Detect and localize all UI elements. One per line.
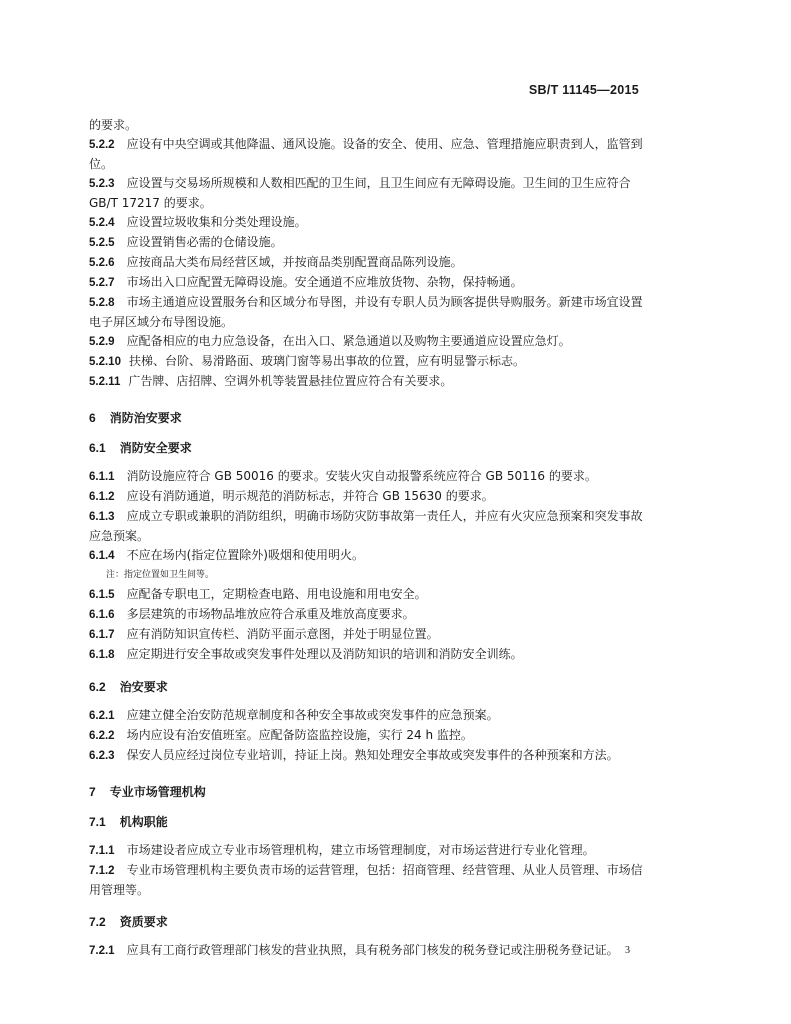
document-code: SB/T 11145—2015 — [528, 83, 639, 97]
clause — [89, 233, 649, 253]
clause — [89, 941, 649, 961]
clause-text: 应配备专职电工，定期检查电路、用电设施和用电安全。 — [126, 587, 427, 601]
note — [89, 566, 649, 585]
clause — [89, 352, 649, 372]
clause — [89, 332, 649, 352]
clause — [89, 546, 649, 566]
clause-number: 5.2.6 — [89, 257, 115, 269]
clause-text: 广告牌、店招牌、空调外机等装置悬挂位置应符合有关要求。 — [128, 374, 453, 388]
clause-number: 5.2.3 — [89, 178, 115, 190]
clause-text: 多层建筑的市场物品堆放应符合承重及堆放高度要求。 — [126, 607, 415, 621]
page-number: 3 — [625, 945, 630, 956]
clause-number: 7.2 — [89, 915, 106, 929]
clause-text: 专业市场管理机构 — [109, 785, 206, 799]
clause-text: 市场主通道应设置服务台和区域分布导图，并设有专职人员为顾客提供导购服务。新建市场宜设置电子屏区域分布导图设施。 — [89, 295, 643, 329]
subsection-heading — [89, 914, 649, 930]
clause-number: 6.2.2 — [89, 730, 115, 742]
clause-text: 消防安全要求 — [119, 441, 192, 455]
clause-text: 的要求。 — [89, 118, 138, 132]
clause-number: 6.2 — [89, 680, 106, 694]
subsection-heading — [89, 440, 649, 456]
clause — [89, 293, 649, 332]
clause-text: 应成立专职或兼职的消防组织，明确市场防灾防事故第一责任人，并应有火灾应急预案和突发事故应急预案。 — [89, 509, 643, 543]
clause-number: 7.1.1 — [89, 845, 115, 857]
clause — [89, 273, 649, 293]
clause — [89, 605, 649, 625]
clause-text: 应设置垃圾收集和分类处理设施。 — [126, 215, 307, 229]
clause-number: 7.2.1 — [89, 945, 115, 957]
clause — [89, 746, 649, 766]
clause-text: 应设置与交易场所规模和人数相匹配的卫生间，且卫生间应有无障碍设施。卫生间的卫生应符合 GB/T 17217 的要求。 — [89, 176, 631, 210]
clause — [89, 585, 649, 605]
clause-number: 5.2.7 — [89, 277, 115, 289]
clause-number: 6.1.6 — [89, 609, 115, 621]
clause-text: 机构职能 — [119, 815, 168, 829]
clause-text: 治安要求 — [119, 680, 168, 694]
clause-text: 保安人员应经过岗位专业培训，持证上岗。熟知处理安全事故或突发事件的各种预案和方法。 — [126, 748, 619, 762]
clause-number: 7.1.2 — [89, 865, 115, 877]
section-heading — [89, 410, 649, 426]
clause-text: 应设置销售必需的仓储设施。 — [126, 235, 283, 249]
clause-number: 7 — [89, 785, 96, 799]
section-heading — [89, 784, 649, 800]
clause-text: 消防治安要求 — [109, 411, 182, 425]
clause-number: 5.2.9 — [89, 336, 115, 348]
clause-text: 注：指定位置如卫生间等。 — [106, 570, 215, 580]
clause-number: 6.1.8 — [89, 649, 115, 661]
clause — [89, 507, 649, 546]
clause — [89, 706, 649, 726]
clause-text: 应设有消防通道，明示规范的消防标志，并符合 GB 15630 的要求。 — [126, 489, 494, 503]
clause-text: 应设有中央空调或其他降温、通风设施。设备的安全、使用、应急、管理措施应职责到人，监管到位。 — [89, 137, 643, 171]
clause-number: 6.1.1 — [89, 471, 115, 483]
clause-text: 不应在场内(指定位置除外)吸烟和使用明火。 — [126, 548, 364, 562]
clause-number: 6.2.3 — [89, 750, 115, 762]
clause — [89, 625, 649, 645]
clause-text: 市场建设者应成立专业市场管理机构，建立市场管理制度，对市场运营进行专业化管理。 — [126, 843, 595, 857]
clause-number: 5.2.2 — [89, 139, 115, 151]
clause-number: 6.1.3 — [89, 511, 115, 523]
subsection-heading — [89, 814, 649, 830]
clause-text: 消防设施应符合 GB 50016 的要求。安装火灾自动报警系统应符合 GB 50116 的要求。 — [126, 469, 597, 483]
clause-number: 5.2.10 — [89, 356, 121, 368]
clause-number: 6.1.4 — [89, 550, 115, 562]
clause-number: 6.1.5 — [89, 589, 115, 601]
clause — [89, 726, 649, 746]
clause-text: 应配备相应的电力应急设备，在出入口、紧急通道以及购物主要通道应设置应急灯。 — [126, 334, 571, 348]
clause-number: 5.2.11 — [89, 376, 121, 388]
clause — [89, 174, 649, 213]
clause-number: 6.1 — [89, 441, 106, 455]
clause — [89, 253, 649, 273]
subsection-heading — [89, 679, 649, 695]
clause-number: 5.2.8 — [89, 297, 115, 309]
clause-number: 5.2.4 — [89, 217, 115, 229]
clause — [89, 213, 649, 233]
clause-number: 6.2.1 — [89, 710, 115, 722]
clause — [89, 487, 649, 507]
clause — [89, 372, 649, 392]
clause — [89, 841, 649, 861]
clause-number: 7.1 — [89, 815, 106, 829]
clause-text: 应有消防知识宣传栏、消防平面示意图，并处于明显位置。 — [126, 627, 439, 641]
document-body — [89, 116, 649, 961]
clause-text: 专业市场管理机构主要负责市场的运营管理，包括：招商管理、经营管理、从业人员管理、市场信用管理等。 — [89, 863, 643, 897]
clause-number: 6.1.7 — [89, 629, 115, 641]
clause — [89, 861, 649, 900]
clause-number: 5.2.5 — [89, 237, 115, 249]
clause — [89, 467, 649, 487]
clause — [89, 135, 649, 174]
clause-text: 应按商品大类布局经营区域，并按商品类别配置商品陈列设施。 — [126, 255, 463, 269]
clause-number: 6.1.2 — [89, 491, 115, 503]
clause — [89, 116, 649, 135]
clause-text: 应建立健全治安防范规章制度和各种安全事故或突发事件的应急预案。 — [126, 708, 499, 722]
clause-text: 市场出入口应配置无障碍设施。安全通道不应堆放货物、杂物，保持畅通。 — [126, 275, 523, 289]
clause-text: 扶梯、台阶、易滑路面、玻璃门窗等易出事故的位置，应有明显警示标志。 — [128, 354, 525, 368]
clause — [89, 645, 649, 665]
clause-text: 资质要求 — [119, 915, 168, 929]
clause-text: 场内应设有治安值班室。应配备防盗监控设施，实行 24 h 监控。 — [126, 728, 473, 742]
clause-text: 应定期进行安全事故或突发事件处理以及消防知识的培训和消防安全训练。 — [126, 647, 523, 661]
clause-number: 6 — [89, 411, 96, 425]
clause-text: 应具有工商行政管理部门核发的营业执照，具有税务部门核发的税务登记或注册税务登记证。 — [126, 943, 619, 957]
